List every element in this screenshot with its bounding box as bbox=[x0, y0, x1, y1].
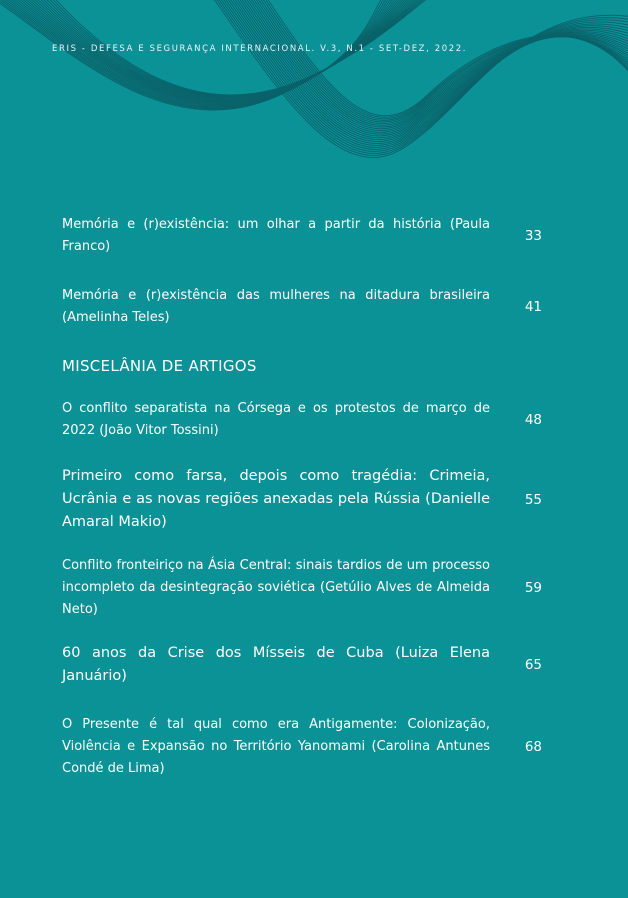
decorative-wave-lines bbox=[0, 0, 628, 200]
toc-entry[interactable] bbox=[62, 283, 542, 331]
table-of-contents bbox=[62, 212, 542, 780]
toc-entry-title: O conflito separatista na Córsega e os protestos de março de 2022 (João Vitor Tossini) bbox=[62, 401, 490, 438]
journal-header: ERIS - DEFESA E SEGURANÇA INTERNACIONAL. V.3, N.1 - SET-DEZ, 2022. bbox=[52, 44, 468, 54]
toc-entry-title: Primeiro como farsa, depois como tragédia: Crimeia, Ucrânia e as novas regiões anexadas pela Rússia (Danielle Amaral Makio) bbox=[62, 468, 490, 530]
toc-entry-title: 60 anos da Crise dos Mísseis de Cuba (Luiza Elena Januário) bbox=[62, 645, 490, 684]
toc-entry-page: 65 bbox=[524, 657, 542, 673]
toc-entry-title: Conflito fronteiriço na Ásia Central: sinais tardios de um processo incompleto da desintegração soviética (Getúlio Alves de Almeida Neto) bbox=[62, 558, 490, 617]
toc-entry[interactable] bbox=[62, 555, 542, 621]
toc-entry[interactable] bbox=[62, 642, 542, 688]
toc-entry-page: 41 bbox=[524, 299, 542, 315]
toc-entry-title: Memória e (r)existência: um olhar a partir da história (Paula Franco) bbox=[62, 217, 490, 254]
toc-entry[interactable] bbox=[62, 212, 542, 260]
section-heading: MISCELÂNIA DE ARTIGOS bbox=[62, 357, 257, 375]
toc-entry[interactable] bbox=[62, 465, 542, 534]
toc-entry-page: 55 bbox=[524, 491, 542, 508]
toc-entry-page: 68 bbox=[524, 739, 542, 755]
toc-entry[interactable] bbox=[62, 396, 542, 444]
toc-entry-page: 48 bbox=[524, 412, 542, 428]
toc-entry-page: 33 bbox=[524, 228, 542, 244]
toc-entry-title: O Presente é tal qual como era Antigamente: Colonização, Violência e Expansão no Território Yanomami (Carolina Antunes Condé de Lima) bbox=[62, 717, 490, 776]
toc-entry-title: Memória e (r)existência das mulheres na ditadura brasileira (Amelinha Teles) bbox=[62, 288, 490, 325]
toc-entry-page: 59 bbox=[524, 580, 542, 596]
toc-entry[interactable] bbox=[62, 714, 542, 780]
